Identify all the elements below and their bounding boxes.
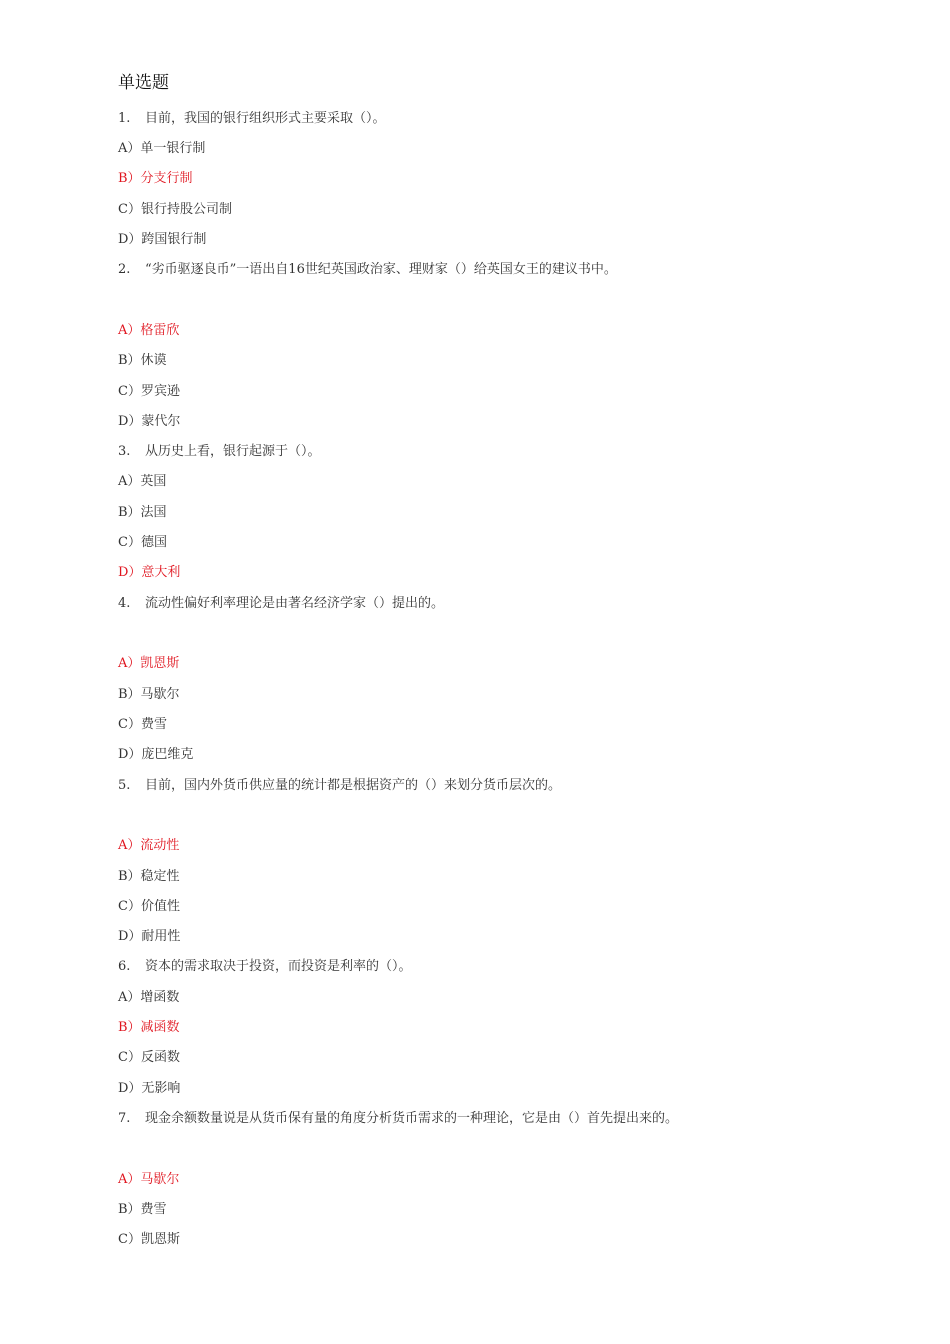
option-6b-correct: B）减函数 <box>118 1020 180 1035</box>
option-1b-correct: B）分支行制 <box>118 171 193 186</box>
option-3d-correct: D）意大利 <box>118 565 181 580</box>
question-number: 7. <box>118 1111 131 1126</box>
question-number: 6. <box>118 959 131 974</box>
question-6 <box>118 957 412 977</box>
question-text: 目前，我国的银行组织形式主要采取（）。 <box>145 111 386 126</box>
question-text: 现金余额数量说是从货币保有量的角度分析货币需求的一种理论，它是由（）首先提出来的。 <box>145 1111 679 1126</box>
question-number: 5. <box>118 778 131 793</box>
section-title: 单选题 <box>118 73 169 93</box>
question-2 <box>118 260 617 280</box>
option-4c: C）费雪 <box>118 717 167 732</box>
question-1 <box>118 109 386 129</box>
option-7b: B）费雪 <box>118 1202 167 1217</box>
question-5 <box>118 776 561 796</box>
question-number: 2. <box>118 262 131 277</box>
option-2b: B）休谟 <box>118 353 167 368</box>
option-4a-correct: A）凯恩斯 <box>118 656 180 671</box>
option-1a: A）单一银行制 <box>118 141 206 156</box>
option-6c: C）反函数 <box>118 1050 180 1065</box>
option-4b: B）马歇尔 <box>118 687 180 702</box>
option-2a-correct: A）格雷欣 <box>118 323 180 338</box>
option-1d: D）跨国银行制 <box>118 232 207 247</box>
option-6a: A）增函数 <box>118 990 180 1005</box>
option-7a-correct: A）马歇尔 <box>118 1172 180 1187</box>
question-number: 4. <box>118 596 131 611</box>
question-3 <box>118 442 321 462</box>
option-7c: C）凯恩斯 <box>118 1232 180 1247</box>
question-7 <box>118 1109 678 1129</box>
question-text: 目前，国内外货币供应量的统计都是根据资产的（）来划分货币层次的。 <box>145 778 562 793</box>
option-1c: C）银行持股公司制 <box>118 202 232 217</box>
option-2c: C）罗宾逊 <box>118 384 180 399</box>
question-text: “劣币驱逐良币”一语出自16世纪英国政治家、理财家（）给英国女王的建议书中。 <box>145 262 617 277</box>
option-5b: B）稳定性 <box>118 869 180 884</box>
option-2d: D）蒙代尔 <box>118 414 181 429</box>
option-3c: C）德国 <box>118 535 167 550</box>
option-4d: D）庞巴维克 <box>118 747 194 762</box>
option-3b: B）法国 <box>118 505 167 520</box>
question-number: 3. <box>118 444 131 459</box>
option-5c: C）价值性 <box>118 899 180 914</box>
option-3a: A）英国 <box>118 474 167 489</box>
option-5d: D）耐用性 <box>118 929 181 944</box>
option-6d: D）无影响 <box>118 1081 181 1096</box>
question-4 <box>118 594 444 614</box>
question-text: 从历史上看，银行起源于（）。 <box>145 444 321 459</box>
option-5a-correct: A）流动性 <box>118 838 180 853</box>
question-text: 资本的需求取决于投资，而投资是利率的（）。 <box>145 959 412 974</box>
question-text: 流动性偏好利率理论是由著名经济学家（）提出的。 <box>145 596 445 611</box>
question-number: 1. <box>118 111 131 126</box>
